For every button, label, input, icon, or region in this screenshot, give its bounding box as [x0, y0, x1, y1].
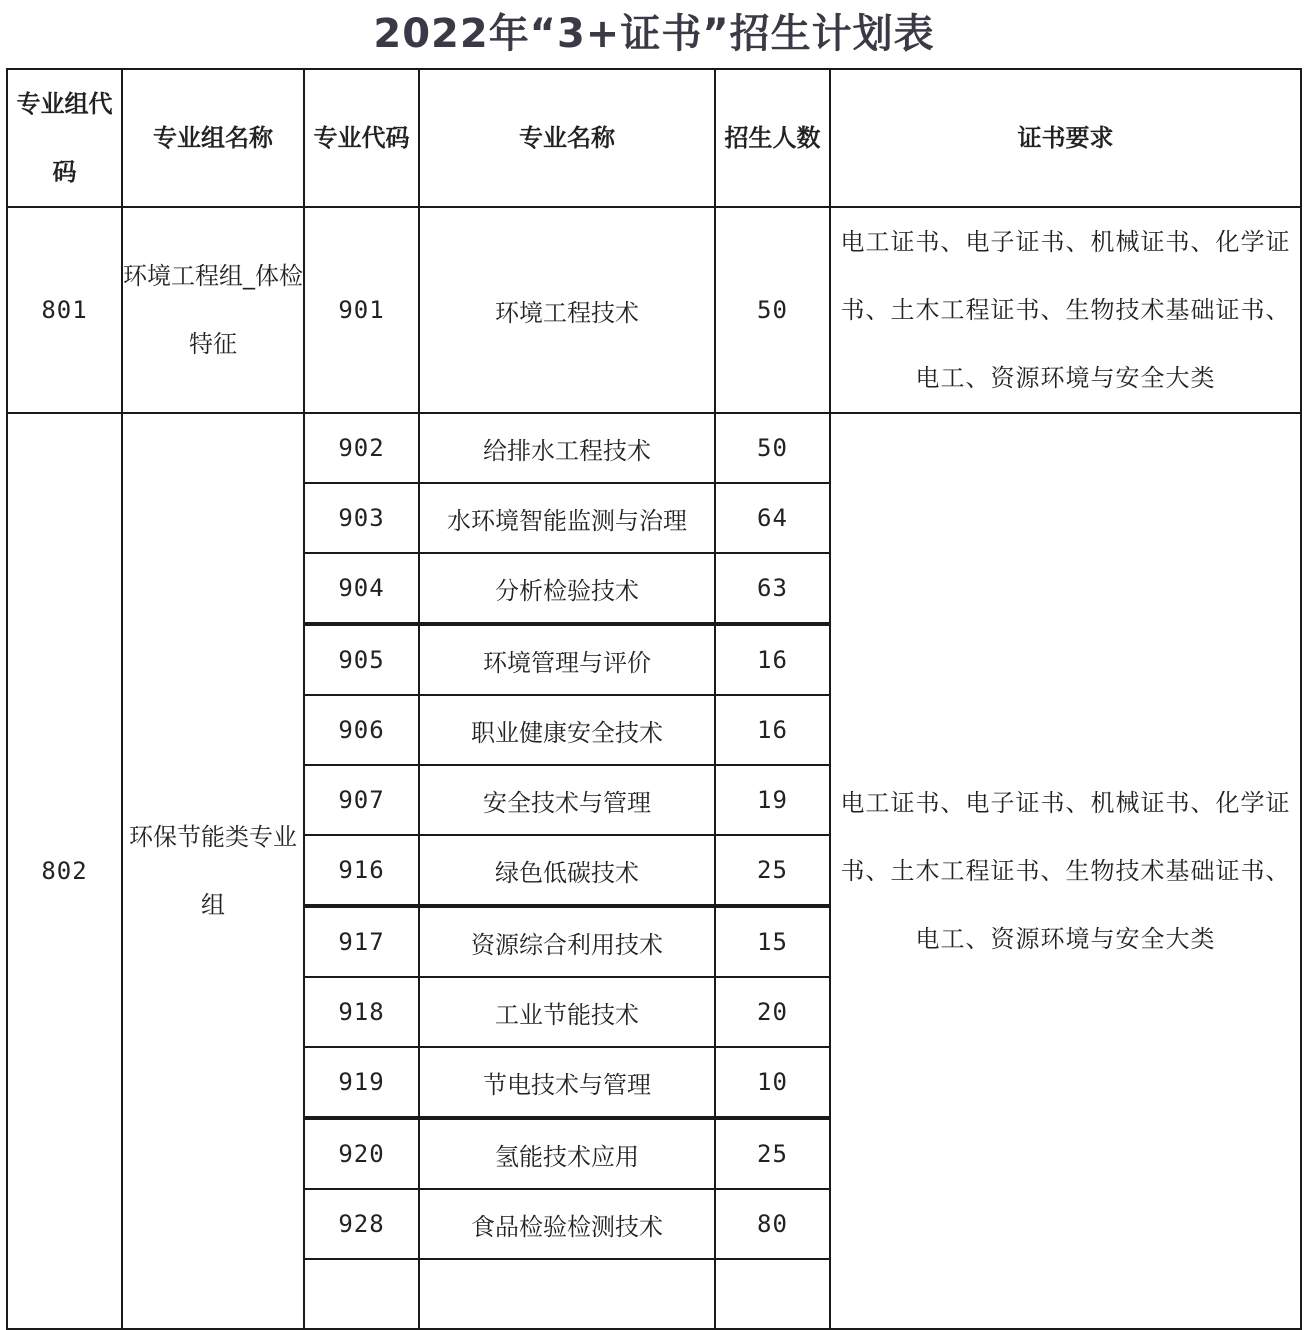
major-name-cell: 环境工程技术	[419, 207, 715, 413]
major-code-cell: 928	[304, 1189, 419, 1259]
major-code-cell: 920	[304, 1118, 419, 1189]
major-code-cell: 906	[304, 695, 419, 765]
enrollment-count-cell: 25	[715, 1118, 830, 1189]
table-row	[7, 413, 1301, 483]
enrollment-count-cell: 16	[715, 624, 830, 695]
group-name-cell: 环境工程组_体检特征	[122, 207, 304, 413]
enrollment-count-cell: 15	[715, 906, 830, 977]
enrollment-count-cell: 50	[715, 413, 830, 483]
major-name-cell: 食品检验检测技术	[419, 1189, 715, 1259]
enrollment-count-cell: 20	[715, 977, 830, 1047]
major-name-cell: 节电技术与管理	[419, 1047, 715, 1118]
header-group-code: 专业组代码	[7, 69, 122, 207]
enrollment-count-cell: 50	[715, 207, 830, 413]
enrollment-count-cell: 16	[715, 695, 830, 765]
group-code-cell: 801	[7, 207, 122, 413]
major-code-cell: 917	[304, 906, 419, 977]
major-name-cell: 给排水工程技术	[419, 413, 715, 483]
major-name-cell: 安全技术与管理	[419, 765, 715, 835]
major-name-cell: 环境管理与评价	[419, 624, 715, 695]
major-code-cell: 907	[304, 765, 419, 835]
enrollment-count-cell	[715, 1259, 830, 1329]
enrollment-count-cell: 80	[715, 1189, 830, 1259]
enrollment-count-cell: 63	[715, 553, 830, 624]
enrollment-plan-table	[6, 68, 1302, 1330]
enrollment-count-cell: 25	[715, 835, 830, 906]
major-code-cell: 905	[304, 624, 419, 695]
header-major-code: 专业代码	[304, 69, 419, 207]
major-code-cell: 901	[304, 207, 419, 413]
group-name-cell: 环保节能类专业组	[122, 413, 304, 1329]
group-code-cell: 802	[7, 413, 122, 1329]
major-name-cell	[419, 1259, 715, 1329]
major-name-cell: 水环境智能监测与治理	[419, 483, 715, 553]
major-code-cell: 903	[304, 483, 419, 553]
header-certificate-requirement: 证书要求	[830, 69, 1301, 207]
major-name-cell: 资源综合利用技术	[419, 906, 715, 977]
major-code-cell: 919	[304, 1047, 419, 1118]
major-code-cell	[304, 1259, 419, 1329]
table-header-row	[7, 69, 1301, 207]
major-code-cell: 916	[304, 835, 419, 906]
enrollment-count-cell: 64	[715, 483, 830, 553]
major-name-cell: 绿色低碳技术	[419, 835, 715, 906]
major-name-cell: 氢能技术应用	[419, 1118, 715, 1189]
header-group-name: 专业组名称	[122, 69, 304, 207]
major-code-cell: 904	[304, 553, 419, 624]
major-code-cell: 902	[304, 413, 419, 483]
enrollment-count-cell: 19	[715, 765, 830, 835]
header-enrollment-count: 招生人数	[715, 69, 830, 207]
major-name-cell: 职业健康安全技术	[419, 695, 715, 765]
certificate-requirement-cell: 电工证书、电子证书、机械证书、化学证书、土木工程证书、生物技术基础证书、电工、资源环境与安全大类	[830, 207, 1301, 413]
major-name-cell: 分析检验技术	[419, 553, 715, 624]
header-major-name: 专业名称	[419, 69, 715, 207]
enrollment-count-cell: 10	[715, 1047, 830, 1118]
page-title: 2022年“3+证书”招生计划表	[373, 11, 935, 57]
table-row	[7, 207, 1301, 413]
major-name-cell: 工业节能技术	[419, 977, 715, 1047]
certificate-requirement-cell: 电工证书、电子证书、机械证书、化学证书、土木工程证书、生物技术基础证书、电工、资源环境与安全大类	[830, 413, 1301, 1329]
major-code-cell: 918	[304, 977, 419, 1047]
